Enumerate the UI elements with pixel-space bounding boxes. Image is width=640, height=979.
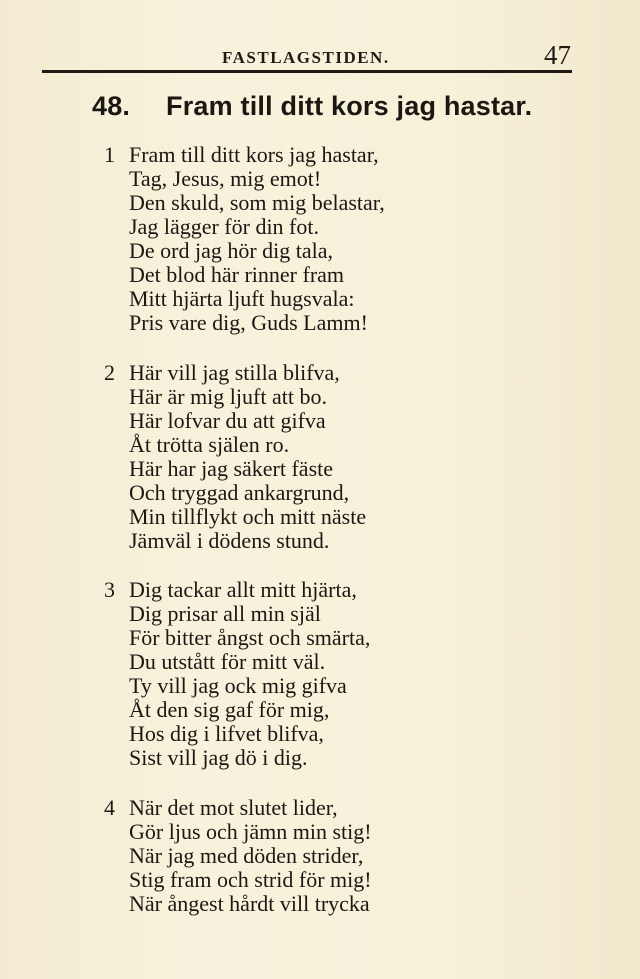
verse-line: Jämväl i dödens stund. [129,528,330,553]
stanza-lines [129,578,599,770]
verse-line: Ty vill jag ock mig gifva [129,673,347,698]
verse-line: Det blod här rinner fram [129,262,345,287]
stanza-lines [129,361,599,553]
verse-line: Här är mig ljuft att bo. [129,384,327,409]
page-number: 47 [544,40,571,70]
verse-line: Mitt hjärta ljuft hugsvala: [129,286,355,311]
verse-line: Åt trötta själen ro. [129,432,290,457]
verse-line: Här lofvar du att gifva [129,408,326,433]
verse-line: Åt den sig gaf för mig, [129,697,330,722]
verse-line: Dig prisar all min själ [129,601,321,626]
verse-line: Här har jag säkert fäste [129,456,334,481]
stanza-lines [129,796,599,916]
verse-line: Min tillflykt och mitt näste [129,504,367,529]
verse-line: Här vill jag stilla blifva, [129,360,340,385]
stanza-number: 3 [104,577,115,602]
hymn-title [92,91,532,127]
verse-line: Du utstått för mitt väl. [129,649,326,674]
hymn-number: 48. [92,91,131,121]
header-rule [42,70,572,73]
verse-line: När ångest hårdt vill trycka [129,891,370,916]
verse-line: Fram till ditt kors jag hastar, [129,142,379,167]
stanza-number: 2 [104,360,115,385]
verse-line: Pris vare dig, Guds Lamm! [129,310,368,335]
verse-line: Och tryggad ankargrund, [129,480,350,505]
running-head [0,40,640,70]
hymn-title-text: Fram till ditt kors jag hastar. [166,91,533,121]
verse-line: Tag, Jesus, mig emot! [129,166,322,191]
verse-line: Hos dig i lifvet blifva, [129,721,324,746]
verse-line: Sist vill jag dö i dig. [129,745,308,770]
verse-line: Stig fram och strid för mig! [129,867,372,892]
stanza-number: 4 [104,795,115,820]
verse-line: När det mot slutet lider, [129,795,338,820]
verse-line: Dig tackar allt mitt hjärta, [129,577,357,602]
verse-line: Den skuld, som mig belastar, [129,190,385,215]
verse-line: När jag med döden strider, [129,843,364,868]
verse-line: För bitter ångst och smärta, [129,625,371,650]
verse-line: Gör ljus och jämn min stig! [129,819,372,844]
verse-line: Jag lägger för din fot. [129,214,319,239]
section-name: FASTLAGSTIDEN. [222,48,390,67]
stanza-number: 1 [104,142,115,167]
stanza-lines [129,143,599,335]
verse-line: De ord jag hör dig tala, [129,238,334,263]
